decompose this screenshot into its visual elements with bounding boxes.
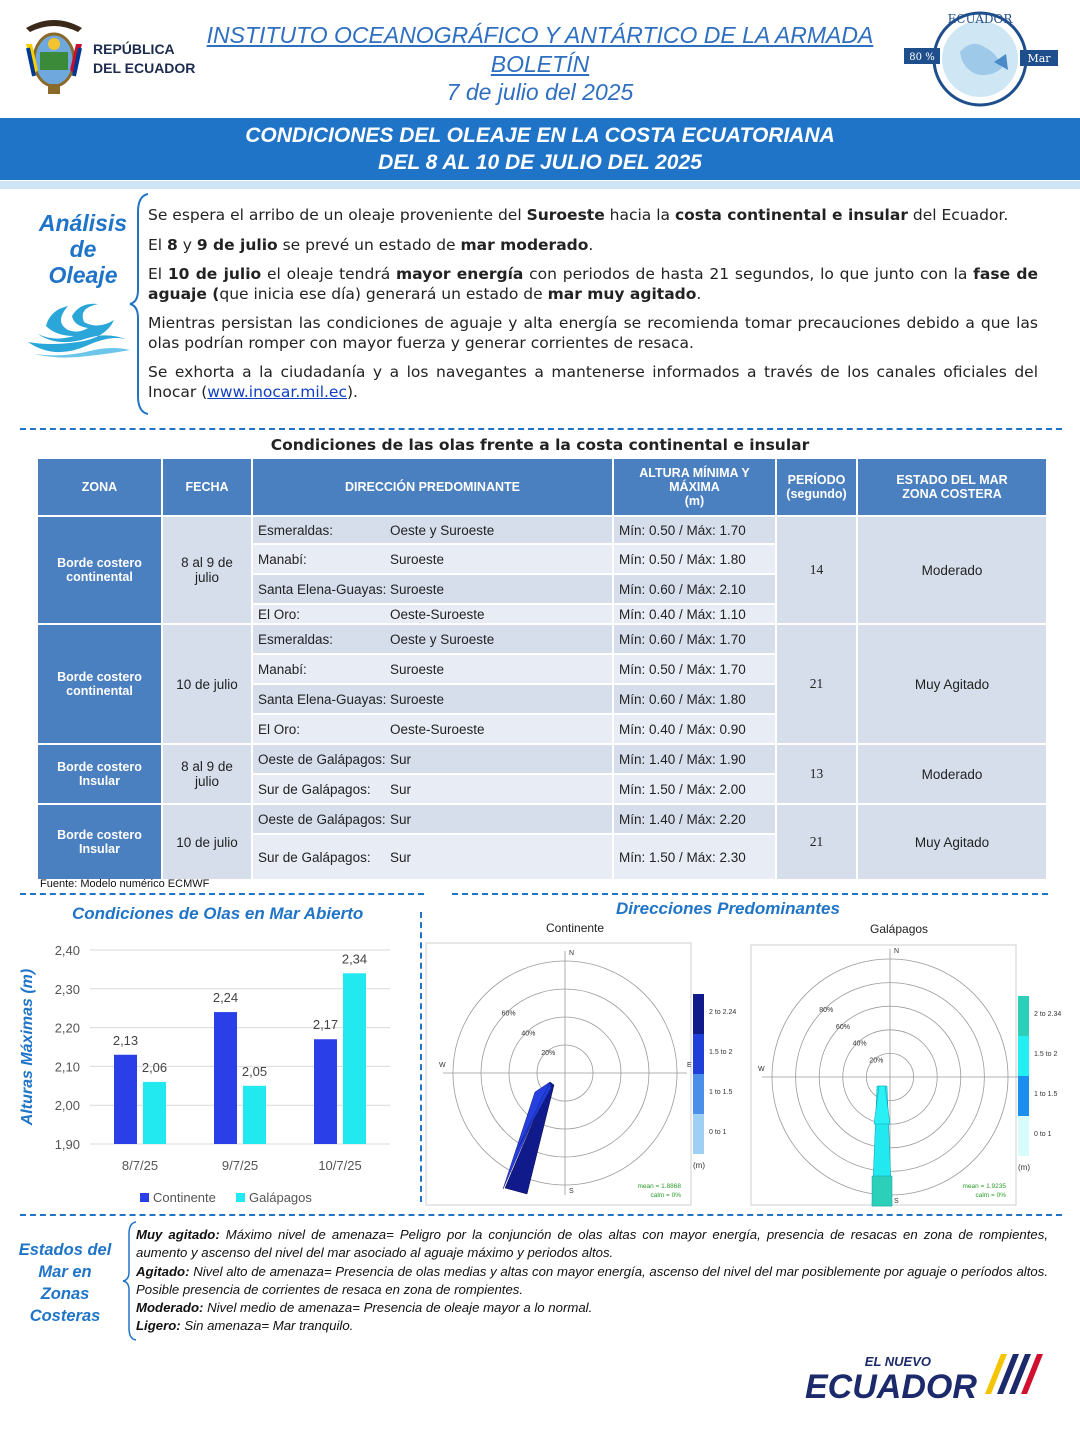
sea-state-cell: Moderado [857, 516, 1047, 624]
el-nuevo-ecuador-logo [803, 1350, 1053, 1410]
y-tick-label: 2,10 [54, 1059, 80, 1075]
estado-moderado [136, 1299, 1048, 1317]
rose-ring-label: 60% [835, 1023, 850, 1031]
rose-dir-label: S [569, 1188, 574, 1195]
rose-petal [872, 1176, 892, 1206]
republic-line2: DEL ECUADOR [93, 60, 196, 76]
header-altura-2: (m) [684, 494, 705, 508]
location-label: Sur de Galápagos: [258, 781, 371, 797]
roses-title: Direcciones Predominantes [616, 899, 840, 918]
height-cell: Mín: 0.40 / Máx: 1.10 [613, 604, 776, 624]
estado-muy-agitado [136, 1226, 1048, 1263]
date-cell: 8 al 9 de julio [162, 744, 252, 804]
p1-b: Suroeste [526, 206, 605, 224]
term-moderado: Moderado: [136, 1300, 204, 1316]
rose-unit: (m) [1018, 1163, 1030, 1172]
sea-state-cell: Moderado [857, 744, 1047, 804]
header-bulletin [200, 51, 880, 77]
p2-f: mar moderado [460, 235, 589, 254]
header-altura-1: ALTURA MÍNIMA Y MÁXIMA [639, 466, 750, 494]
header-estado [857, 458, 1047, 516]
rose-ring-label: 80% [819, 1007, 834, 1015]
institution-name: INSTITUTO OCEANOGRÁFICO Y ANTÁRTICO DE LA ARMADA [206, 22, 874, 48]
inocar-link[interactable]: www.inocar.mil.ec [207, 382, 347, 401]
analysis-title-line3: Oleaje [48, 262, 118, 288]
rose-legend-label: 1.5 to 2 [1034, 1051, 1058, 1058]
y-tick-label: 2,40 [54, 943, 80, 958]
p1-c: hacia la [604, 206, 675, 224]
analysis-title-line1: Análisis [38, 210, 128, 236]
x-tick-label: 9/7/25 [221, 1158, 259, 1173]
rose-mean: mean = 1.9235 [962, 1183, 1006, 1190]
location-label: Sur de Galápagos: [258, 849, 371, 865]
analysis-brace [128, 192, 150, 416]
estado-ligero [136, 1317, 1048, 1335]
direction-value: Sur [390, 811, 412, 827]
header-institution [200, 22, 880, 48]
height-cell: Mín: 0.60 / Máx: 1.70 [613, 624, 776, 654]
direction-value: Suroeste [390, 661, 445, 677]
rose-legend-swatch [693, 1074, 704, 1114]
direction-cell [252, 516, 613, 544]
date-cell: 10 de julio [162, 804, 252, 880]
rose-mean: mean = 1.8868 [637, 1183, 681, 1190]
direction-cell [252, 684, 613, 714]
estados-title-line2: Mar en [38, 1263, 92, 1281]
header-estado-1: ESTADO DEL MAR [896, 473, 1008, 487]
direction-cell [252, 744, 613, 774]
direction-value: Oeste y Suroeste [390, 522, 495, 538]
estados-title-line4: Costeras [29, 1307, 101, 1325]
period-cell: 21 [776, 624, 857, 744]
legend-label: Continente [153, 1190, 216, 1205]
title-banner [0, 118, 1080, 180]
header-altura [613, 458, 776, 516]
analysis-p1 [148, 206, 1038, 226]
rose-dir-label: E [687, 1062, 692, 1069]
x-tick-label: 10/7/25 [318, 1158, 362, 1173]
bar-chart-title: Condiciones de Olas en Mar Abierto [72, 904, 364, 923]
p3-a: El [148, 265, 168, 283]
analysis-p2 [148, 236, 1038, 256]
rose-legend-label: 0 to 1 [709, 1129, 727, 1136]
rose-dir-label: N [569, 950, 575, 957]
p2-c: y [177, 235, 197, 254]
y-tick-label: 2,30 [54, 981, 80, 997]
coat-of-arms-logo [18, 14, 90, 98]
bar-value-label: 2,17 [312, 1017, 339, 1033]
bar-continente [314, 1039, 337, 1144]
rose-legend-label: 1 to 1.5 [1034, 1091, 1058, 1098]
p3-h: mar muy agitado [547, 284, 697, 303]
rose-legend-label: 0 to 1 [1034, 1131, 1052, 1138]
height-cell: Mín: 1.40 / Máx: 1.90 [613, 744, 776, 774]
table-row [37, 744, 1047, 774]
table-row [37, 624, 1047, 654]
logo-small-text: EL NUEVO [864, 1354, 931, 1369]
p5-b: ). [347, 382, 358, 401]
header-fecha: FECHA [162, 458, 252, 516]
seal-right-text: Mar [1027, 52, 1051, 65]
rose-ring-label: 20% [869, 1057, 884, 1065]
header-estado-2: ZONA COSTERA [902, 487, 1002, 501]
date-cell: 10 de julio [162, 624, 252, 744]
wave-icon [24, 296, 132, 358]
wave-conditions-table [36, 457, 1048, 881]
height-cell: Mín: 0.50 / Máx: 1.70 [613, 516, 776, 544]
republic-label [93, 40, 195, 78]
header-date: 7 de julio del 2025 [446, 79, 634, 105]
rose-legend-swatch [693, 1034, 704, 1074]
header-direccion: DIRECCIÓN PREDOMINANTE [252, 458, 613, 516]
table-title: Condiciones de las olas frente a la costa continental e insular [270, 436, 810, 454]
desc-muy-agitado: Máximo nivel de amenaza= Peligro por la conjunción de olas altas con mayor energía, presencia de resacas en zona de rompientes, aumento y ascenso del nivel del mar asociado al aguaje máximo y periodos altos. [136, 1227, 1049, 1261]
p2-e: se prevé un estado de [277, 235, 461, 254]
rose-legend-swatch [1018, 1036, 1029, 1076]
bar-galápagos [243, 1086, 266, 1144]
location-label: Santa Elena-Guayas: [258, 691, 387, 707]
bar-value-label: 2,13 [112, 1032, 139, 1048]
x-tick-label: 8/7/25 [121, 1158, 159, 1173]
p3-f: fase de aguaje ( [148, 265, 1038, 303]
y-tick-label: 1,90 [54, 1137, 80, 1152]
analysis-p3 [148, 265, 1038, 304]
legend-label: Galápagos [249, 1190, 312, 1205]
date-cell: 8 al 9 de julio [162, 516, 252, 624]
estado-agitado [136, 1263, 1048, 1300]
bar-continente [114, 1055, 137, 1144]
p1-a: Se espera el arribo de un oleaje proveniente del [148, 206, 527, 224]
zone-cell: Borde costero continental [37, 624, 162, 744]
rose-dir-label: S [894, 1198, 899, 1205]
direction-value: Oeste-Suroeste [390, 606, 485, 622]
p3-d: mayor energía [396, 265, 524, 283]
analysis-title-line2: de [69, 236, 97, 262]
height-cell: Mín: 0.50 / Máx: 1.80 [613, 544, 776, 574]
bar-value-label: 2,05 [241, 1063, 268, 1079]
term-ligero: Ligero: [136, 1318, 181, 1334]
sea-state-cell: Muy Agitado [857, 624, 1047, 744]
rose-calm: calm = 0% [650, 1192, 681, 1199]
direction-cell [252, 804, 613, 834]
divider-left [20, 893, 424, 895]
direction-value: Sur [390, 849, 412, 865]
rose-legend-swatch [1018, 1116, 1029, 1156]
period-cell: 13 [776, 744, 857, 804]
analysis-p5 [148, 363, 1038, 402]
p2-d: 9 de julio [196, 235, 278, 254]
bar-value-label: 2,34 [341, 951, 368, 967]
banner-line2: DEL 8 AL 10 DE JULIO DEL 2025 [378, 151, 702, 174]
location-label: El Oro: [258, 606, 301, 622]
p2-a: El [148, 235, 168, 254]
table-row [37, 516, 1047, 544]
bar-continente [214, 1012, 237, 1144]
direction-cell [252, 834, 613, 880]
rose-legend-swatch [693, 1114, 704, 1154]
p1-e: del Ecuador. [907, 206, 1009, 224]
divider-right [452, 893, 1048, 895]
rose-dir-label: W [758, 1066, 765, 1073]
table-row [37, 804, 1047, 834]
rose-dir-label: W [439, 1062, 446, 1069]
analysis-title [28, 210, 138, 288]
direction-cell [252, 714, 613, 744]
location-label: Oeste de Galápagos: [258, 811, 386, 827]
bar-value-label: 2,24 [212, 990, 239, 1006]
rose-legend-label: 1.5 to 2 [709, 1049, 733, 1056]
height-cell: Mín: 1.50 / Máx: 2.30 [613, 834, 776, 880]
p5-a: Se exhorta a la ciudadanía y a los navegantes a mantenerse informados a través de los canales oficiales del Inocar ( [148, 363, 1038, 401]
term-agitado: Agitado: [136, 1263, 190, 1279]
p3-g: que inicia ese día) generará un estado de [219, 284, 548, 303]
direction-cell [252, 544, 613, 574]
analysis-p4: Mientras persistan las condiciones de aguaje y alta energía se recomienda tomar precauciones debido a que las olas podrían romper con mayor fuerza y generar corrientes de resaca. [148, 314, 1038, 352]
zone-cell: Borde costero Insular [37, 744, 162, 804]
rose-frame [426, 943, 691, 1205]
rose-ring-label: 60% [501, 1010, 516, 1018]
direction-value: Sur [390, 751, 412, 767]
rose-legend-label: 2 to 2.34 [1034, 1011, 1062, 1018]
estados-title [10, 1239, 120, 1327]
direction-value: Oeste-Suroeste [390, 721, 485, 737]
rose-ring-label: 40% [852, 1040, 867, 1048]
seal-left-text: 80 % [909, 52, 935, 63]
p2-g: . [588, 235, 594, 254]
estados-text [136, 1226, 1048, 1336]
bar-galápagos [343, 973, 366, 1144]
estados-title-line3: Zonas [40, 1285, 90, 1303]
height-cell: Mín: 0.60 / Máx: 1.80 [613, 684, 776, 714]
direction-value: Sur [390, 781, 412, 797]
rose-dir-label: N [894, 948, 900, 955]
location-label: Esmeraldas: [258, 631, 334, 647]
legend-swatch [140, 1193, 149, 1202]
location-label: Esmeraldas: [258, 522, 334, 538]
analysis-text [148, 206, 1038, 412]
rose-ring-label: 40% [521, 1030, 536, 1038]
direction-cell [252, 574, 613, 604]
ecuador-80-mar-seal [902, 8, 1062, 110]
direction-cell [252, 774, 613, 804]
republic-line1: REPÚBLICA [93, 41, 175, 57]
logo-big-text: ECUADOR [805, 1368, 977, 1406]
term-muy-agitado: Muy agitado: [136, 1227, 220, 1242]
zone-cell: Borde costero continental [37, 516, 162, 624]
header-periodo-1: PERÍODO [787, 473, 846, 487]
period-cell: 14 [776, 516, 857, 624]
header-periodo [776, 458, 857, 516]
y-axis-label: Alturas Máximas (m) [19, 968, 36, 1126]
p3-i: . [696, 284, 702, 303]
bar-galápagos [143, 1082, 166, 1144]
seal-top-text: ECUADOR [947, 12, 1013, 26]
sea-state-cell: Muy Agitado [857, 804, 1047, 880]
banner-line1: CONDICIONES DEL OLEAJE EN LA COSTA ECUATORIANA [245, 124, 835, 147]
p3-b: 10 de julio [167, 265, 262, 283]
rose-legend-swatch [693, 994, 704, 1034]
height-cell: Mín: 0.50 / Máx: 1.70 [613, 654, 776, 684]
wind-rose-galapagos [750, 944, 1062, 1208]
bar-chart [10, 930, 410, 1212]
p2-b: 8 [167, 235, 178, 254]
wind-rose-continente [425, 942, 737, 1208]
direction-value: Suroeste [390, 691, 445, 707]
y-tick-label: 2,20 [54, 1020, 80, 1036]
rose-continente-title: Continente [546, 921, 605, 935]
rose-legend-label: 2 to 2.24 [709, 1009, 737, 1016]
direction-value: Suroeste [390, 581, 445, 597]
y-tick-label: 2,00 [54, 1098, 80, 1114]
rose-ring-label: 20% [541, 1050, 556, 1058]
location-label: Oeste de Galápagos: [258, 751, 386, 767]
divider-vertical [420, 912, 422, 1202]
location-label: Manabí: [258, 551, 307, 567]
rose-legend-swatch [1018, 996, 1029, 1036]
rose-legend-swatch [1018, 1076, 1029, 1116]
p1-d: costa continental e insular [674, 206, 908, 224]
estados-title-line1: Estados del [18, 1241, 112, 1259]
table-header-row [37, 458, 1047, 516]
height-cell: Mín: 0.60 / Máx: 2.10 [613, 574, 776, 604]
p3-e: con periodos de hasta 21 segundos, lo que junto con la [523, 265, 974, 283]
divider-top [20, 428, 1062, 430]
location-label: El Oro: [258, 721, 301, 737]
direction-cell [252, 604, 613, 624]
direction-value: Oeste y Suroeste [390, 631, 495, 647]
table-source: Fuente: Modelo numérico ECMWF [40, 878, 210, 890]
period-cell: 21 [776, 804, 857, 880]
rose-calm: calm = 0% [975, 1192, 1006, 1199]
header-periodo-2: (segundo) [786, 487, 847, 501]
banner-underline [0, 181, 1080, 189]
rose-legend-label: 1 to 1.5 [709, 1089, 733, 1096]
desc-ligero: Sin amenaza= Mar tranquilo. [180, 1318, 354, 1334]
desc-agitado: Nivel alto de amenaza= Presencia de olas medias y altas con mayor energía, ascenso del nivel del mar posiblemente por aguaje o períodos altos. Posible presencia de corrientes de resaca en zona de rompientes. [136, 1263, 1048, 1297]
bar-value-label: 2,06 [141, 1059, 168, 1075]
rose-unit: (m) [693, 1161, 705, 1170]
zone-cell: Borde costero Insular [37, 804, 162, 880]
direction-value: Suroeste [390, 551, 445, 567]
direction-cell [252, 654, 613, 684]
direction-cell [252, 624, 613, 654]
location-label: Manabí: [258, 661, 307, 677]
legend-swatch [236, 1193, 245, 1202]
rose-galapagos-title: Galápagos [870, 922, 929, 936]
header-zona: ZONA [37, 458, 162, 516]
height-cell: Mín: 0.40 / Máx: 0.90 [613, 714, 776, 744]
bulletin-label: BOLETÍN [490, 51, 590, 77]
desc-moderado: Nivel medio de amenaza= Presencia de oleaje mayor a lo normal. [203, 1300, 593, 1316]
location-label: Santa Elena-Guayas: [258, 581, 387, 597]
height-cell: Mín: 1.40 / Máx: 2.20 [613, 804, 776, 834]
divider-bottom [20, 1214, 1062, 1216]
height-cell: Mín: 1.50 / Máx: 2.00 [613, 774, 776, 804]
p3-c: el oleaje tendrá [261, 265, 396, 283]
